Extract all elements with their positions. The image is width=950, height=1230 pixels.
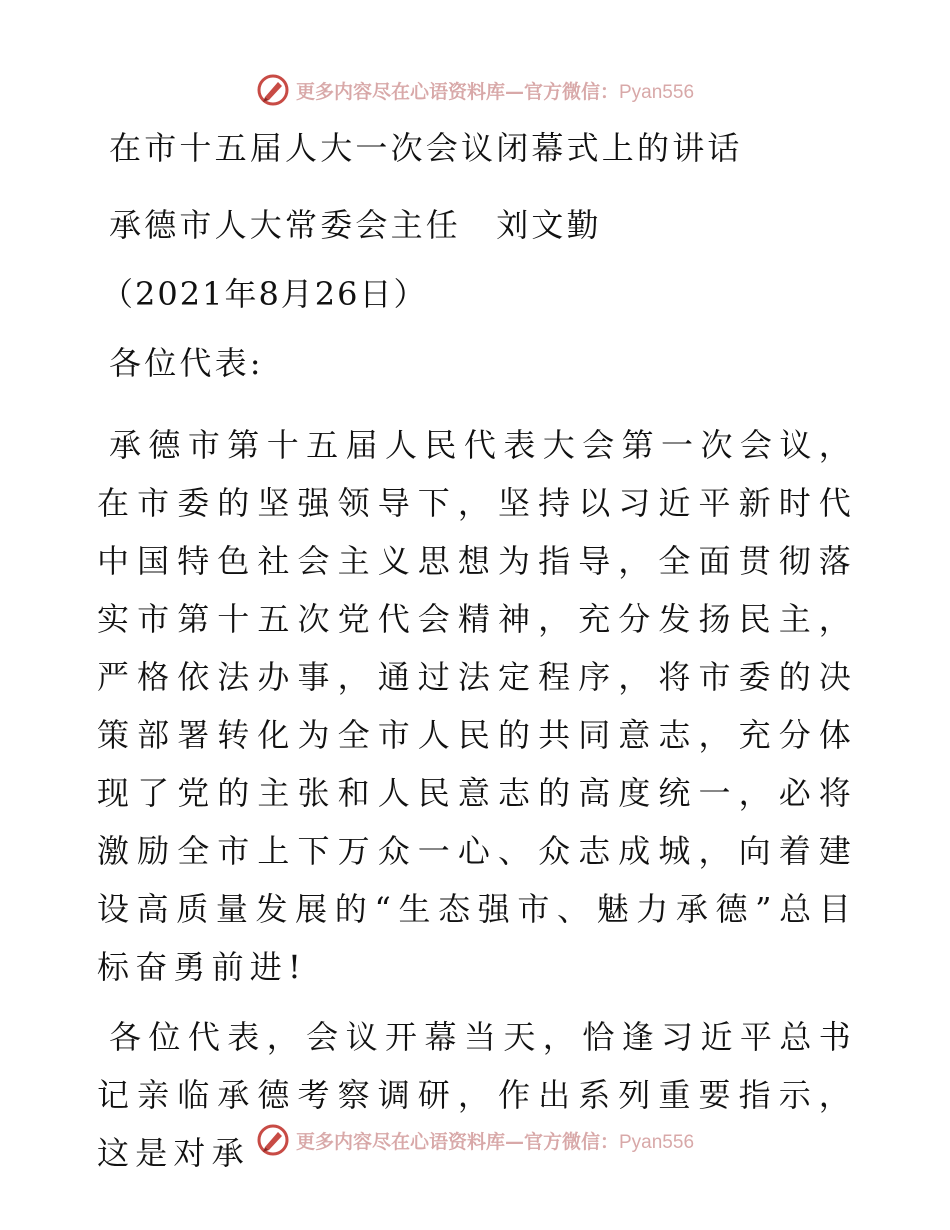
paragraph-1: 承德市第十五届人民代表大会第一次会议，在市委的坚强领导下，坚持以习近平新时代中国特色社会主义思想为指导，全面贯彻落实市第十五次党代会精神，充分发扬民主，严格依法办事，通过法定程序，将市委的决策部署转化为全市人民的共同意志，充分体现了党的主张和人民意志的高度统一，必将激励全市上下万众一心、众志成城，向着建设高质量发展的“生态强市、魅力承德”总目标奋勇前进! xyxy=(97,426,857,986)
banner-text: 更多内容尽在心语资料库—官方微信： xyxy=(295,1130,619,1153)
salutation: 各位代表: xyxy=(109,344,264,382)
pen-logo-icon xyxy=(256,1123,290,1157)
banner-wechat-id: Pyan556 xyxy=(619,81,695,103)
banner-text: 更多内容尽在心语资料库—官方微信： xyxy=(295,80,619,103)
speaker-line: 承德市人大常委会主任 刘文勤 xyxy=(109,206,602,244)
pen-logo-icon xyxy=(256,73,290,107)
banner-wechat-id: Pyan556 xyxy=(619,1131,695,1153)
speech-title: 在市十五届人大一次会议闭幕式上的讲话 xyxy=(109,129,743,167)
watermark-banner-bottom xyxy=(0,1120,950,1160)
speech-date: （2021年8月26日） xyxy=(101,275,428,313)
document-body xyxy=(97,120,857,1182)
paragraph-2: 各位代表，会议开幕当天，恰逢习近平总书记亲临承德考察调研，作出系列重要指示，这是对承 xyxy=(97,1018,857,1172)
watermark-banner-top xyxy=(0,70,950,110)
